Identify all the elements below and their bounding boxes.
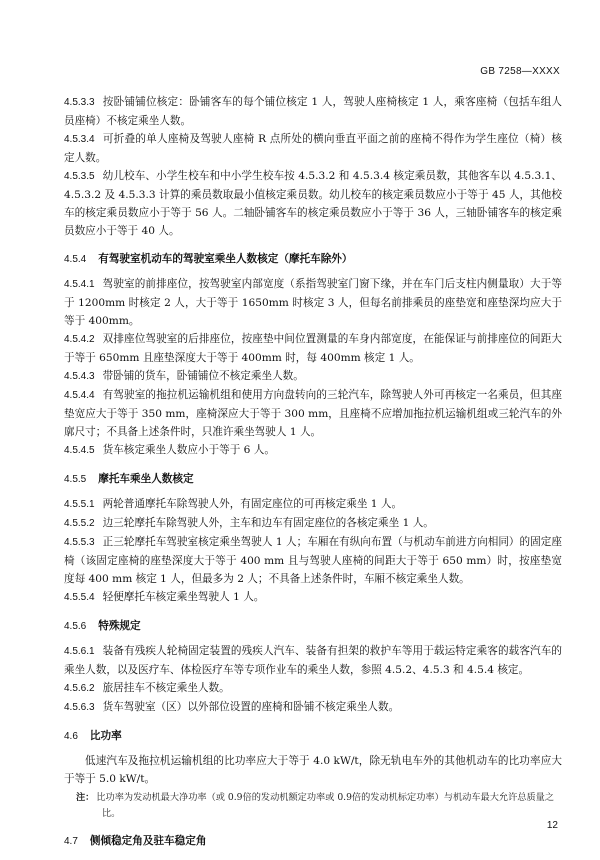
clause-4-5-4-4 [64, 386, 562, 441]
section-heading-4-6 [64, 727, 562, 746]
clause-text: 货车驾驶室（区）以外部位设置的座椅和卧铺不核定乘坐人数。 [102, 701, 400, 713]
clause-text: 两轮普通摩托车除驾驶人外，有固定座位的可再核定乘坐 1 人。 [102, 498, 403, 510]
clause-4-5-4-2 [64, 330, 562, 367]
clause-4-5-3-5 [64, 167, 562, 240]
section-body-4-6: 低速汽车及拖拉机运输机组的比功率应大于等于 4.0 kW/t，除无轨电车外的其他机动车的比功率应大于等于 5.0 kW/t。 [64, 755, 562, 785]
clause-text: 可折叠的单人座椅及驾驶人座椅 R 点所处的横向垂直平面之前的座椅不得作为学生座位（椅）核定人数。 [64, 133, 562, 164]
document-body [64, 93, 562, 857]
section-title: 特殊规定 [98, 620, 141, 632]
clause-4-5-4-5 [64, 441, 562, 460]
clause-text: 正三轮摩托车驾驶室核定乘坐驾驶人 1 人；车厢在有纵向布置（与机动车前进方向相同）的固定座椅（该固定座椅的座垫深度大于等于 400 mm 且与驾驶人座椅的间距大于等于 650 mm）时，按座垫宽度每 400 mm 核定 1 人，但最多为 2 人；不具备上述条件时，车厢不核定乘坐人数。 [64, 536, 562, 585]
section-title: 摩托车乘坐人数核定 [98, 473, 194, 485]
clause-text: 旅居挂车不核定乘坐人数。 [102, 682, 230, 694]
clause-number: 4.5.4.5 [64, 445, 95, 456]
clause-number: 4.5.3.5 [64, 171, 95, 182]
clause-4-5-4-3 [64, 367, 562, 386]
section-heading-4-7 [64, 832, 562, 851]
note-label: 注： [76, 792, 95, 803]
section-number: 4.6 [64, 731, 78, 742]
clause-number: 4.5.3.3 [64, 97, 95, 108]
section-heading-4-5-5 [64, 470, 562, 489]
section-title: 有驾驶室机动车的驾驶室乘坐人数核定（摩托车除外） [98, 253, 353, 265]
clause-4-5-6-1 [64, 642, 562, 679]
section-heading-4-5-4 [64, 250, 562, 269]
section-title: 侧倾稳定角及驻车稳定角 [89, 835, 207, 847]
clause-text: 边三轮摩托车除驾驶人外，主车和边车有固定座位的各核定乘坐 1 人。 [102, 517, 434, 529]
clause-number: 4.5.5.2 [64, 518, 95, 529]
clause-4-5-4-1 [64, 275, 562, 330]
clause-text: 幼儿校车、小学生校车和中小学生校车按 4.5.3.2 和 4.5.3.4 核定乘员数，其他客车以 4.5.3.1、4.5.3.2 及 4.5.3.3 计算的乘员数取最小值核定乘员数。幼儿校车的核定乘员数应小于等于 45 人，其他校车的核定乘员数应小于等于 56 人。二轴卧铺客车的核定乘员数应小于等于 36 人，三轴卧铺客车的核定乘员数应小于等于 40 人。 [64, 170, 562, 237]
clause-text: 装备有残疾人轮椅固定装置的残疾人汽车、装备有担架的救护车等用于载运特定乘客的载客汽车的乘坐人数，以及医疗车、体检医疗车等专项作业车的乘坐人数，参照 4.5.2、4.5.3 和 4.5.4 核定。 [64, 645, 562, 676]
section-title: 比功率 [89, 730, 122, 742]
clause-text: 带卧铺的货车，卧铺铺位不核定乘坐人数。 [102, 370, 304, 382]
section-number: 4.5.6 [64, 621, 87, 632]
page-number: 12 [546, 820, 558, 831]
note-text: 比功率为发动机最大净功率（或 0.9倍的发动机额定功率或 0.9倍的发动机标定功率）与机动车最大允许总质量之比。 [96, 792, 555, 819]
clause-number: 4.5.5.1 [64, 499, 95, 510]
clause-number: 4.5.4.4 [64, 390, 95, 401]
clause-number: 4.5.3.4 [64, 134, 95, 145]
clause-number: 4.5.5.3 [64, 537, 95, 548]
clause-text: 有驾驶室的拖拉机运输机组和使用方向盘转向的三轮汽车，除驾驶人外可再核定一名乘员，但其座垫宽应大于等于 350 mm，座椅深应大于等于 300 mm，且座椅不应增加拖拉机运输机组或三轮汽车的外廓尺寸；不具备上述条件时，只准许乘坐驾驶人 1 人。 [64, 389, 562, 438]
clause-number: 4.5.6.2 [64, 683, 95, 694]
note [64, 790, 562, 822]
clause-4-5-3-3 [64, 93, 562, 130]
section-number: 4.5.5 [64, 474, 87, 485]
clause-number: 4.5.6.3 [64, 702, 95, 713]
clause-text: 双排座位驾驶室的后排座位，按座垫中间位置测量的车身内部宽度，在能保证与前排座位的间距大于等于 650mm 且座垫深度大于等于 400mm 时，每 400mm 核定 1 人。 [64, 333, 562, 364]
clause-number: 4.5.4.2 [64, 334, 95, 345]
clause-number: 4.5.6.1 [64, 646, 95, 657]
clause-4-5-5-4 [64, 588, 562, 607]
clause-4-5-5-3 [64, 533, 562, 588]
clause-4-5-3-4 [64, 130, 562, 167]
clause-4-5-5-1 [64, 495, 562, 514]
clause-number: 4.5.4.3 [64, 371, 95, 382]
clause-text: 轻便摩托车核定乘坐驾驶人 1 人。 [102, 591, 265, 603]
clause-text: 驾驶室的前排座位，按驾驶室内部宽度（系指驾驶室门窗下缘，并在车门后支柱内侧量取）大于等于 1200mm 时核定 2 人，大于等于 1650mm 时核定 3 人，但每名前排乘员的座垫宽和座垫深均应大于等于 400mm。 [64, 278, 562, 327]
clause-4-5-6-2 [64, 679, 562, 698]
clause-number: 4.5.5.4 [64, 592, 95, 603]
clause-text: 按卧铺铺位核定：卧铺客车的每个铺位核定 1 人，驾驶人座椅核定 1 人，乘客座椅（包括车组人员座椅）不核定乘坐人数。 [64, 96, 562, 127]
document-code: GB 7258—XXXX [480, 66, 560, 77]
section-number: 4.7 [64, 836, 78, 847]
section-heading-4-5-6 [64, 617, 562, 636]
section-number: 4.5.4 [64, 254, 87, 265]
clause-4-5-6-3 [64, 698, 562, 717]
clause-number: 4.5.4.1 [64, 279, 95, 290]
clause-text: 货车核定乘坐人数应小于等于 6 人。 [102, 444, 275, 456]
clause-4-5-5-2 [64, 514, 562, 533]
